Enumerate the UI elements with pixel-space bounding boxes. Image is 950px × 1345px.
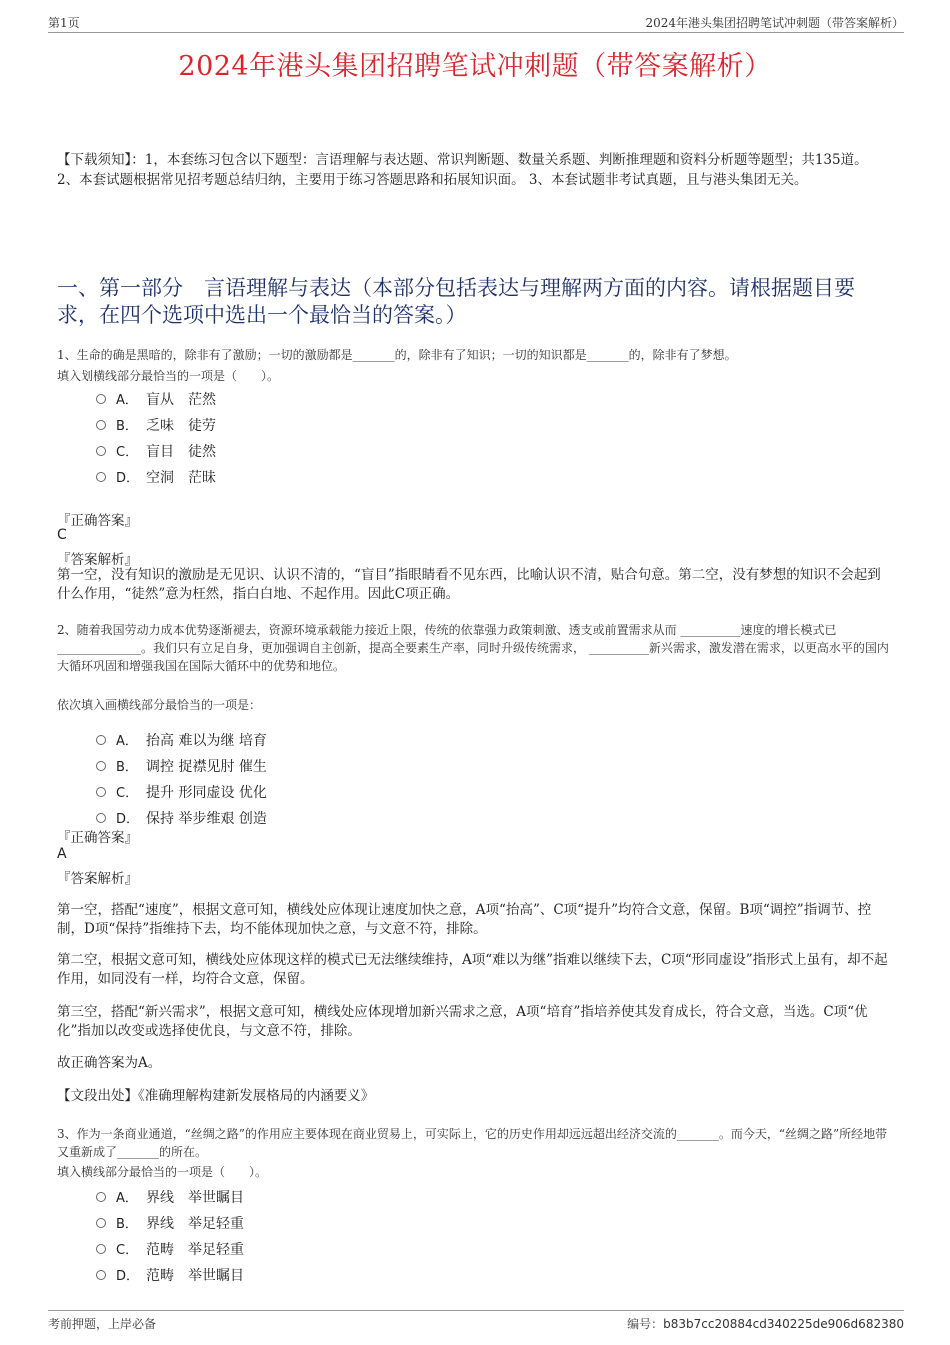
q2-option-c[interactable]: C． 提升 形同虚设 优化 [96, 782, 267, 802]
radio-icon[interactable] [96, 813, 106, 823]
q3-option-d[interactable]: D． 范畴 举世瞩目 [96, 1265, 244, 1285]
q2-option-b[interactable]: B． 调控 捉襟见肘 催生 [96, 756, 267, 776]
q2-answer-label: 『正确答案』 [57, 830, 138, 846]
q1-option-d[interactable]: D． 空洞 茫昧 [96, 467, 216, 487]
q3-option-b[interactable]: B． 界线 举足轻重 [96, 1213, 244, 1233]
q2-analysis-paragraph-3: 第三空，搭配“新兴需求”，根据文意可知，横线处应体现增加新兴需求之意，A项“培育”指培养使其发育成长，符合文意，当选。C项“优化”指加以改变或选择使优良，与文意不符，排除。 [57, 1004, 868, 1039]
q2-option-a[interactable]: A． 抬高 难以为继 培育 [96, 730, 267, 750]
q3-option-a[interactable]: A． 界线 举世瞩目 [96, 1187, 244, 1207]
q2-option-d[interactable]: D． 保持 举步维艰 创造 [96, 808, 267, 828]
radio-icon[interactable] [96, 472, 106, 482]
question-2-prompt: 依次填入画横线部分最恰当的一项是： [57, 698, 262, 712]
radio-icon[interactable] [96, 787, 106, 797]
q1-answer: C [57, 527, 67, 543]
page-title: 2024年港头集团招聘笔试冲刺题（带答案解析） [178, 51, 772, 82]
q2-analysis-paragraph-4: 故正确答案为A。 [57, 1055, 162, 1071]
question-1-prompt: 填入划横线部分最恰当的一项是（ ）。 [57, 369, 280, 383]
radio-icon[interactable] [96, 1218, 106, 1228]
q1-analysis-label: 『答案解析』 [57, 552, 138, 568]
q1-option-a[interactable]: A． 盲从 茫然 [96, 389, 216, 409]
page-header [48, 12, 904, 33]
q2-analysis-label: 『答案解析』 [57, 871, 138, 887]
radio-icon[interactable] [96, 420, 106, 430]
radio-icon[interactable] [96, 761, 106, 771]
q1-option-c[interactable]: C． 盲目 徒然 [96, 441, 216, 461]
question-2-stem: 2、随着我国劳动力成本优势逐渐褪去，资源环境承载能力接近上限，传统的依靠强力政策刺激、透支或前置需求从而 __________速度的增长模式已 ______________。我们只有立足自身，更加强调自主创新，提高全要素生产率，同时升级传统需求， __________新兴需求，激发潜在需求，以更高水平的国内大循环巩固和增强我国在国际大循环中的优势和地位。 [57, 623, 889, 673]
section-title: 一、第一部分 言语理解与表达（本部分包括表达与理解两方面的内容。请根据题目要求，在四个选项中选出一个最恰当的答案。） [57, 276, 855, 327]
radio-icon[interactable] [96, 1270, 106, 1280]
header-doc-title: 2024年港头集团招聘笔试冲刺题（带答案解析） [645, 16, 904, 30]
q2-analysis-paragraph-1: 第一空，搭配“速度”，根据文意可知，横线处应体现让速度加快之意，A项“抬高”、C项“提升”均符合文意，保留。B项“调控”指调节、控制，D项“保持”指维持下去，均不能体现加快之意，与文意不符，排除。 [57, 902, 872, 937]
q1-analysis: 第一空，没有知识的激励是无见识、认识不清的，“盲目”指眼睛看不见东西，比喻认识不清，贴合句意。第二空，没有梦想的知识不会起到什么作用，“徒然”意为枉然，指白白地、不起作用。因此C项正确。 [57, 567, 881, 602]
footer-slogan: 考前押题，上岸必备 [48, 1317, 157, 1331]
question-3-prompt: 填入横线部分最恰当的一项是（ ）。 [57, 1165, 268, 1179]
download-notice: 【下载须知】：1，本套练习包含以下题型：言语理解与表达题、常识判断题、数量关系题、判断推理题和资料分析题等题型；共135道。 2、本套试题根据常见招考题总结归纳，主要用于练习答题思路和拓展知识面。 3、本套试题非考试真题，且与港头集团无关。 [57, 152, 868, 188]
footer-code-label: 编号： [627, 1317, 664, 1331]
question-3-stem: 3、作为一条商业通道，“丝绸之路”的作用应主要体现在商业贸易上，可实际上，它的历史作用却远远超出经济交流的_______。而今天，“丝绸之路”所经地带又重新成了_______的所在。 [57, 1127, 888, 1159]
radio-icon[interactable] [96, 394, 106, 404]
footer-code-value: b83b7cc20884cd340225de906d682380 [663, 1317, 904, 1331]
q2-answer: A [57, 846, 67, 862]
q2-analysis-paragraph-2: 第二空，根据文意可知，横线处应体现这样的模式已无法继续维持，A项“难以为继”指难以继续下去，C项“形同虚设”指形式上虽有，却不起作用，如同没有一样，均符合文意，保留。 [57, 952, 888, 987]
radio-icon[interactable] [96, 446, 106, 456]
q1-option-b[interactable]: B． 乏味 徒劳 [96, 415, 216, 435]
page-footer [48, 1310, 904, 1333]
q1-answer-label: 『正确答案』 [57, 513, 138, 529]
radio-icon[interactable] [96, 1244, 106, 1254]
q3-option-c[interactable]: C． 范畴 举足轻重 [96, 1239, 244, 1259]
footer-code [627, 1315, 904, 1332]
page-number: 第1页 [48, 16, 80, 30]
q2-source: 【文段出处】《准确理解构建新发展格局的内涵要义》 [57, 1088, 375, 1104]
radio-icon[interactable] [96, 735, 106, 745]
question-1-stem: 1、生命的确是黑暗的，除非有了激励；一切的激励都是_______的，除非有了知识；一切的知识都是_______的，除非有了梦想。 [57, 348, 737, 362]
radio-icon[interactable] [96, 1192, 106, 1202]
